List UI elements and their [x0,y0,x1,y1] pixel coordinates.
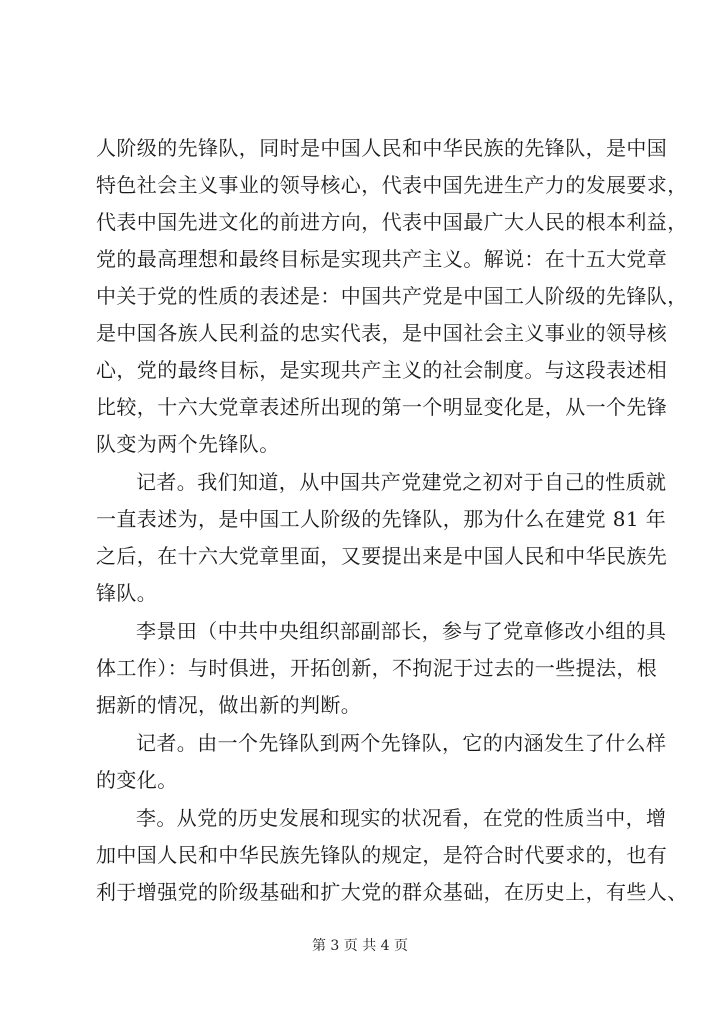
text-line: 党的最高理想和最终目标是实现共产主义。解说：在十五大党章 [96,247,668,271]
text-line: 利于增强党的阶级基础和扩大党的群众基础，在历史上，有些人、 [96,880,688,904]
paragraph-first-line: 记者。我们知道，从中国共产党建党之初对于自己的性质就 [136,470,667,494]
text-line: 的变化。 [96,768,178,792]
text-line: 之后，在十六大党章里面，又要提出来是中国人民和中华民族先 [96,544,668,568]
text-line: 队变为两个先锋队。 [96,432,280,456]
text-line: 比较，十六大党章表述所出现的第一个明显变化是，从一个先锋 [96,395,668,419]
text-line: 体工作）：与时俱进，开拓创新，不拘泥于过去的一些提法，根 [96,656,658,680]
text-line: 人阶级的先锋队，同时是中国人民和中华民族的先锋队，是中国 [96,136,668,160]
text-line: 锋队。 [96,581,158,605]
page-number-footer: 第 3 页 共 4 页 [311,938,409,954]
text-line: 中关于党的性质的表述是：中国共产党是中国工人阶级的先锋队， [96,284,688,308]
paragraph-first-line: 李景田（中共中央组织部副部长，参与了党章修改小组的具 [136,619,667,643]
text-line: 据新的情况，做出新的判断。 [96,693,362,717]
text-line: 心，党的最终目标，是实现共产主义的社会制度。与这段表述相 [96,358,668,382]
text-line: 一直表述为，是中国工人阶级的先锋队，那为什么在建党 81 年 [96,507,667,531]
text-line: 特色社会主义事业的领导核心，代表中国先进生产力的发展要求， [96,173,688,197]
text-line: 是中国各族人民利益的忠实代表，是中国社会主义事业的领导核 [96,321,668,345]
text-line: 加中国人民和中华民族先锋队的规定，是符合时代要求的，也有 [96,843,668,867]
paragraph-first-line: 记者。由一个先锋队到两个先锋队，它的内涵发生了什么样 [136,731,667,755]
paragraph-first-line: 李。从党的历史发展和现实的状况看，在党的性质当中，增 [136,806,667,830]
text-line: 代表中国先进文化的前进方向，代表中国最广大人民的根本利益， [96,210,688,234]
